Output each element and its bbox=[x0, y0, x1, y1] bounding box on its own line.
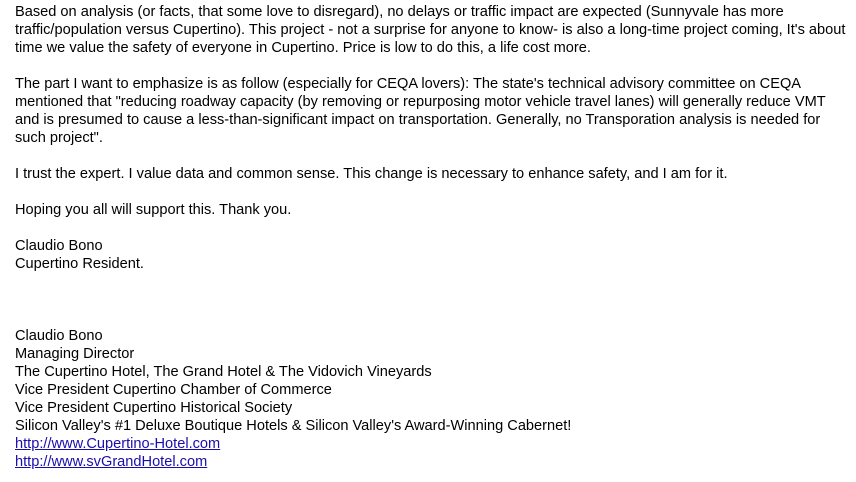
body-paragraph-analysis: Based on analysis (or facts, that some love to disregard), no delays or traffic impact are expected (Sunnyvale has more traffic/population versus Cupertino). This project - not a surprise for anyone to know- is also a long-time project coming, It's about time we value the safety of everyone in Cupertino. Price is low to do this, a life cost more. bbox=[15, 4, 846, 56]
body-paragraph-closing: Hoping you all will support this. Thank you. bbox=[15, 202, 292, 218]
email-body bbox=[15, 3, 850, 471]
signature-gap bbox=[15, 273, 850, 327]
signoff-block bbox=[15, 237, 850, 273]
body-paragraph-trust: I trust the expert. I value data and common sense. This change is necessary to enhance safety, and I am for it. bbox=[15, 166, 728, 182]
signoff-title: Cupertino Resident. bbox=[15, 256, 144, 272]
signature-name: Claudio Bono bbox=[15, 328, 103, 344]
signature-chamber-of-commerce: Vice President Cupertino Chamber of Commerce bbox=[15, 382, 332, 398]
signature-role-managing-director: Managing Director bbox=[15, 346, 135, 362]
sv-grand-hotel-link[interactable]: http://www.svGrandHotel.com bbox=[15, 454, 208, 470]
body-paragraph-ceqa: The part I want to emphasize is as follow (especially for CEQA lovers): The state's technical advisory committee on CEQA mentioned that "reducing roadway capacity (by removing or repurposing motor vehicle travel lanes) will generally reduce VMT and is presumed to cause a less-than-significant impact on transportation. Generally, no Transporation analysis is needed for such project". bbox=[15, 76, 826, 146]
email-signature bbox=[15, 327, 850, 471]
signature-historical-society: Vice President Cupertino Historical Society bbox=[15, 400, 293, 416]
cupertino-hotel-link[interactable]: http://www.Cupertino-Hotel.com bbox=[15, 436, 221, 452]
signature-hotels: The Cupertino Hotel, The Grand Hotel & The Vidovich Vineyards bbox=[15, 364, 432, 380]
signoff-name: Claudio Bono bbox=[15, 238, 103, 254]
signature-tagline: Silicon Valley's #1 Deluxe Boutique Hotels & Silicon Valley's Award-Winning Cabernet! bbox=[15, 418, 572, 434]
